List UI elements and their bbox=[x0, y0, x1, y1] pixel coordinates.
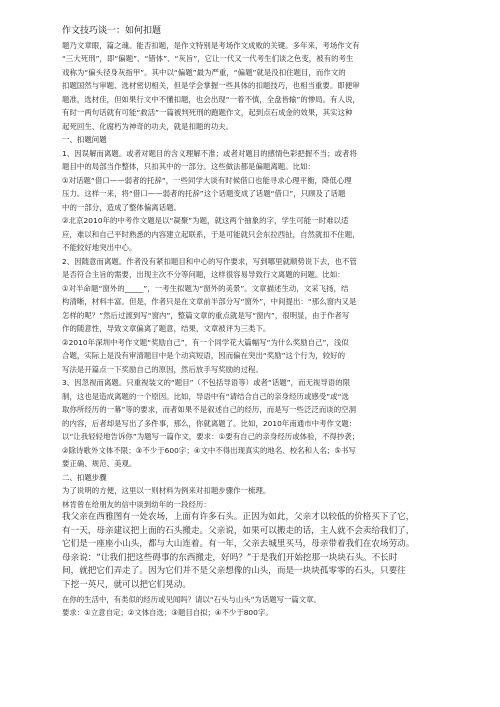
document-line: 一、扣题问题 bbox=[62, 135, 107, 144]
document-line: 构清晰，材料丰富。但是，作者只是在文章前半部分写“窗外”，中间提出：“那么窗内又是 bbox=[62, 297, 357, 306]
document-line: 是否符合主旨的需要，出现主次不分等问题，这样很容易导致行文离题的问题。比如： bbox=[62, 270, 345, 279]
document-line: 扣题国然与审题、选材密切相关，但是学会掌握一些具体的扣题技巧，也相当重要。即便审 bbox=[62, 81, 360, 90]
document-line: 压力。这样一来，将“借口——弱者的托辞”这个话题变成了话题“借口”，只顾及了话题 bbox=[62, 189, 346, 198]
document-line: 取你所经历的一幕”等的要求，而者如果不是叙述自己的经历，而是写一些泛泛而谈的空洞 bbox=[62, 405, 357, 414]
document-line: “三大死刑”，即“偏题”、“错体”、“灰旨”，它让一代又一代考生们谈之色变，被有的考生 bbox=[62, 54, 354, 63]
document-line: 题准，选材佳，但如果行文中不懂扣题，也会出现“一着不慎，全盘皆输”的惨局。有人说， bbox=[62, 94, 360, 104]
document-line: 题目中的局部当作整体，只扣其中的一部分。这些做法都是偏题离题。比如： bbox=[62, 162, 315, 171]
document-line: 作的随意性，导致文章偏离了题意，结果，文章被评为三类下。 bbox=[62, 324, 271, 333]
document-line: 的内容，后者却是写出了多件事，那么，你就离题了。比如，2010年南通市中考作文题： bbox=[62, 418, 357, 428]
document-line: 中的一部分，造成了整体偏离话题。 bbox=[62, 202, 182, 212]
document-line: 起死回生、化腐朽为神奇的功夫，就是扣题的功夫。 bbox=[62, 121, 234, 131]
document-line: 1、因误解而离题。或者对题目的含义理解不准；或者对题目的感情色彩把握不当；或者将 bbox=[62, 148, 357, 158]
document-line: 有一天，母亲建议把上面的石头搬走。父亲说，如果可以搬走的话，主人就不会卖给我们了， bbox=[62, 525, 415, 536]
document-line: 2、因随意而离题。作者没有紧扣题目和中心的写作要求，写到哪里就顺势说下去，也不管 bbox=[62, 256, 357, 266]
document-line: 林肯曾在给朋友的信中谈到幼年的一段经历： bbox=[62, 499, 211, 509]
document-line: 制，这也是造成离题的一个原因。比如，导语中有“请结合自己的亲身经历或感受”或“选 bbox=[62, 391, 349, 401]
document-body-tail bbox=[62, 511, 480, 620]
document-line: 在你的生活中，有类似的经历或见闻吗？请以“石头与山头”为话题写一篇文章。 bbox=[62, 594, 321, 604]
document-line: ②北京2010年的中考作文题是以“凝聚”为题，就这两个抽象的字，学生可能一时难以适 bbox=[62, 216, 349, 225]
document-line: 题乃文章眼，篇之魂。能否扣题，是作文特别是考场作文成败的关键。多年来，考场作文有 bbox=[62, 40, 360, 50]
document-line: ①对话题“借口——弱者的托辞”，一些同学大谈有时候借口也能寻求心理平衡，降低心理 bbox=[62, 175, 352, 185]
document-line: 它们是一座座小山头，都与大山连着。有一年，父亲去城里买马，母亲带着我们在农场劳动。 bbox=[62, 539, 415, 550]
document-line: 下挖一英尺，就可以把它们晃动。 bbox=[62, 579, 191, 590]
document-line: 应，难以和自己平时熟悉的内容建立起联系，于是可能就只会东拉西扯，自然就扣不住题， bbox=[62, 229, 360, 239]
document-line: 戏称为“偏头径身灰指甲”。其中以“偏题”最为严重，“偏题”就是没扣住题目，而作文的 bbox=[62, 67, 346, 77]
document-line: 母亲说：“让我们把这些碍事的东西搬走，好吗？”于是我们开始挖那一块块石头。不长时 bbox=[62, 552, 398, 563]
document-body bbox=[62, 39, 480, 512]
document-line: ②2010年深圳中考作文题“奖励自己”，有一个同学花大篇幅写“为什么奖励自己”，浅似 bbox=[62, 337, 349, 347]
document-line: 我父亲在西雅图有一处农场，上面有许多石头。正因为如此，父亲才以较低的价格买下了它， bbox=[62, 512, 415, 522]
document-line: ②除诗歌外文体不限；③不少于600字；④文中不得出现真实的地名、校名和人名；⑤书写 bbox=[62, 445, 356, 455]
document-title: 作文技巧谈一：如何扣题 bbox=[62, 26, 162, 36]
document-line: 为了说明的方便，这里以一则材料为例来对扣题步骤作一梳理。 bbox=[62, 486, 271, 495]
document-line: 3、因忽视而离题。只重视装文的“题目”（不包括导语等）或者“话题”，而无视导语的限 bbox=[62, 378, 351, 387]
document-line: 要正确、规范、美观。 bbox=[62, 459, 137, 468]
document-line: ①对半命题“窗外的_____”，一考生拟题为“窗外的美景”。文章描述生动，文采飞扬，结 bbox=[62, 283, 349, 293]
document-line: 不能较好地突出中心。 bbox=[62, 243, 137, 252]
document-line: 以“让我轻轻地告诉你”为题写一篇作文，要求：①要有自己的亲身经历或体验，不得抄袭； bbox=[62, 432, 360, 441]
document-line: 要求：①立意自定；②文体自选；③题目自拟；④不少于800字。 bbox=[62, 608, 273, 618]
document-line: 写法是开篇点一下奖励自己的原因，然后放手写奖励的过程。 bbox=[62, 364, 263, 374]
document-line: 间，就把它们弄走了。因为它们并不是父亲想像的山头，而是一块块孤零零的石头，只要往 bbox=[62, 566, 406, 577]
document-line: 怎样的呢？”然后过渡到写“窗内”，整篇文章的重点就是写“窗内”，很明显，由于作者写 bbox=[62, 310, 350, 320]
document-line: 合题，实际上是没有审清题目中是个动宾短语，因而偏在突出“奖励”这个行为，较好的 bbox=[62, 351, 346, 360]
document-line: 二、扣题步骤 bbox=[62, 472, 107, 482]
document-line: 有时一两句话就有可能“救活”一篇被判死刑的跑题作文，起到点石成金的效果，其实这种 bbox=[62, 108, 353, 117]
